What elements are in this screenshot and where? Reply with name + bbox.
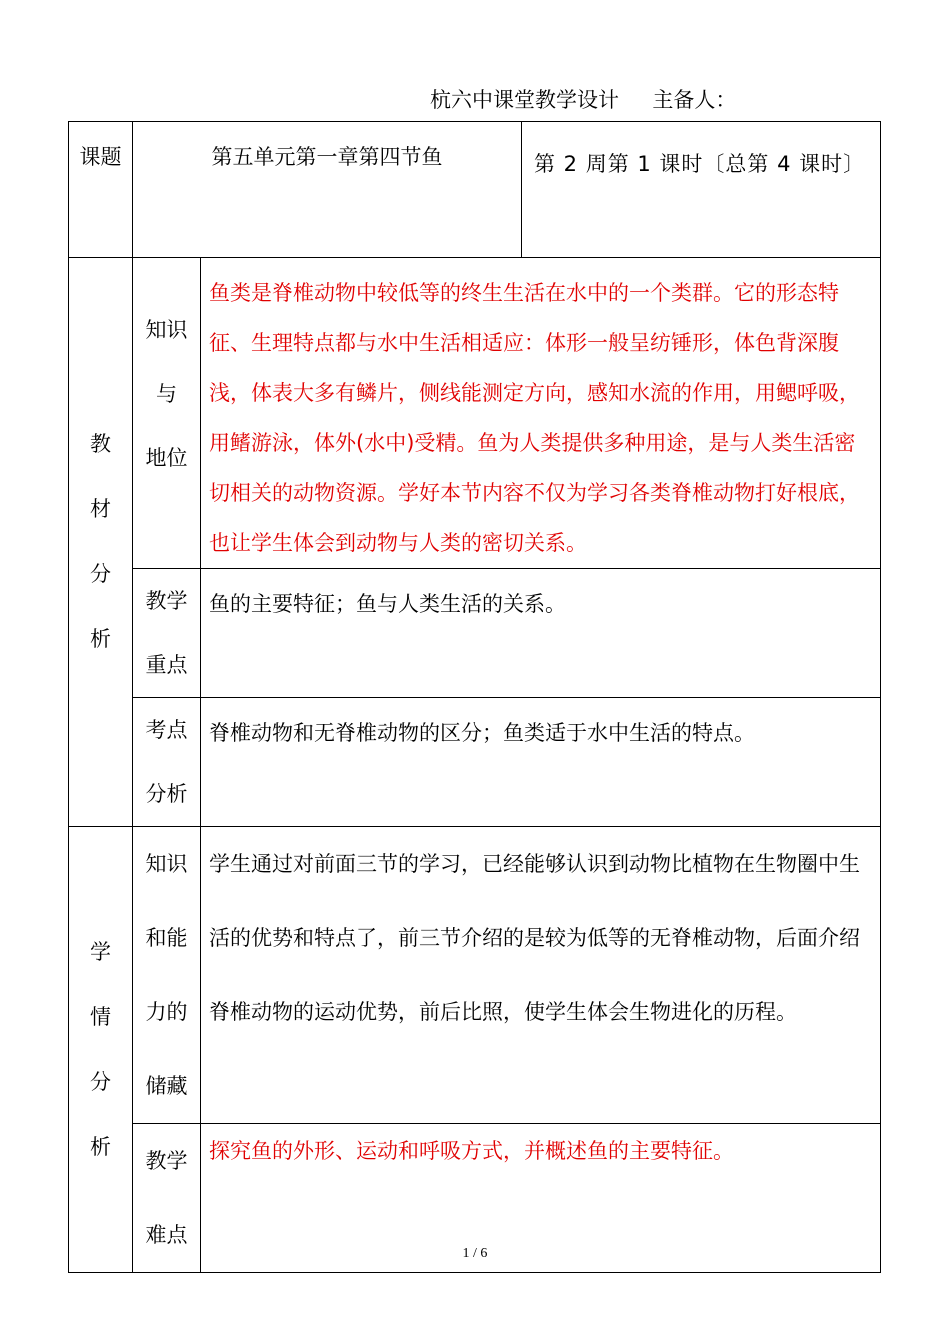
textbook-analysis-char: 材 [90, 497, 111, 521]
textbook-analysis-label [69, 258, 133, 827]
knowledge-position-label: 地位 [145, 446, 188, 470]
key-points-label: 教学 [145, 589, 188, 613]
document-header [430, 84, 736, 114]
knowledge-position-label: 知识 [145, 318, 188, 342]
knowledge-position-content-cell [201, 258, 881, 569]
knowledge-ability-label: 知识 [145, 852, 188, 876]
textbook-analysis-char: 分 [90, 562, 111, 586]
knowledge-ability-label: 力的 [145, 1000, 188, 1024]
exam-points-text: 脊椎动物和无脊椎动物的区分；鱼类适于水中生活的特点。 [209, 721, 755, 745]
knowledge-ability-label: 和能 [145, 926, 188, 950]
exam-points-row [69, 698, 881, 827]
exam-points-content-cell [201, 698, 881, 827]
key-points-content-cell [201, 569, 881, 698]
knowledge-position-row [69, 258, 881, 569]
knowledge-ability-content-cell [201, 827, 881, 1124]
difficulties-text: 探究鱼的外形、运动和呼吸方式，并概述鱼的主要特征。 [209, 1139, 734, 1163]
knowledge-position-label-cell [133, 258, 201, 569]
textbook-analysis-char: 析 [90, 627, 111, 651]
student-analysis-char: 析 [90, 1134, 111, 1159]
key-points-label-cell [133, 569, 201, 698]
exam-points-label: 分析 [145, 782, 188, 806]
exam-points-label: 考点 [145, 718, 188, 742]
lesson-plan-table [68, 121, 881, 1273]
topic-label-cell [69, 122, 133, 258]
topic-row [69, 122, 881, 258]
page-number: 1 / 6 [462, 1246, 488, 1261]
difficulties-label: 难点 [145, 1223, 188, 1247]
student-analysis-char: 学 [90, 939, 111, 964]
student-analysis-label [69, 827, 133, 1273]
document-title: 杭六中课堂教学设计 [430, 88, 619, 112]
key-points-row [69, 569, 881, 698]
key-points-label: 重点 [145, 653, 188, 677]
textbook-analysis-char: 教 [90, 432, 111, 456]
knowledge-ability-text: 学生通过对前面三节的学习，已经能够认识到动物比植物在生物圈中生活的优势和特点了，前三节介绍的是较为低等的无脊椎动物，后面介绍脊椎动物的运动优势，前后比照，使学生体会生物进化的历程。 [209, 852, 860, 1024]
topic-label: 课题 [79, 145, 122, 169]
knowledge-position-label: 与 [156, 382, 177, 406]
exam-points-label-cell [133, 698, 201, 827]
student-analysis-char: 情 [90, 1004, 111, 1029]
knowledge-ability-label-cell [133, 827, 201, 1124]
student-analysis-char: 分 [90, 1069, 111, 1094]
key-points-text: 鱼的主要特征；鱼与人类生活的关系。 [209, 592, 566, 616]
schedule-cell [522, 122, 881, 258]
difficulties-label: 教学 [145, 1149, 188, 1173]
topic-title-cell [133, 122, 522, 258]
topic-title: 第五单元第一章第四节鱼 [211, 145, 443, 169]
knowledge-ability-row [69, 827, 881, 1124]
schedule-text: 第 2 周第 1 课时〔总第 4 课时〕 [534, 152, 866, 176]
knowledge-position-text: 鱼类是脊椎动物中较低等的终生生活在水中的一个类群。它的形态特征、生理特点都与水中生活相适应：体形一般呈纺锤形，体色背深腹浅，体表大多有鳞片，侧线能测定方向，感知水流的作用，用鳃呼吸，用鳍游泳，体外(水中)受精。鱼为人类提供多种用途，是与人类生活密切相关的动物资源。学好本节内容不仅为学习各类脊椎动物打好根底，也让学生体会到动物与人类的密切关系。 [209, 281, 860, 555]
knowledge-ability-label: 储藏 [145, 1074, 188, 1098]
preparer-label: 主备人： [652, 88, 737, 112]
